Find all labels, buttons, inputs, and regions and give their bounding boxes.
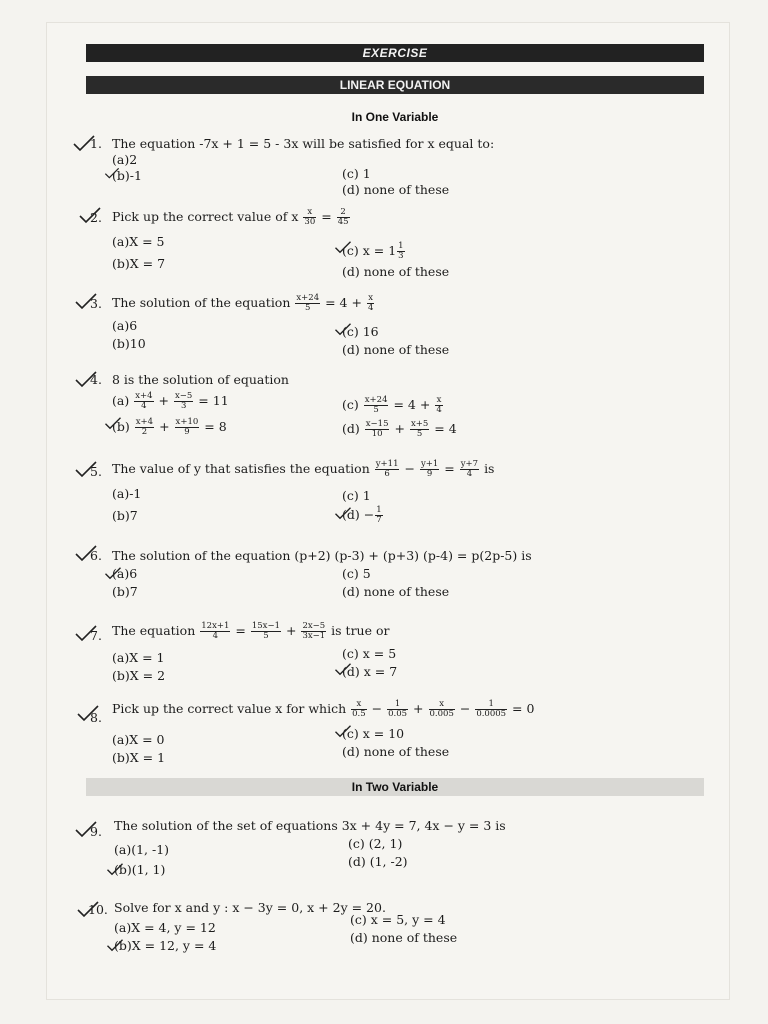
option-b: (b) $\frac{x+4}{2}$ + $\frac{x+10}{9}$ = 8 <box>112 417 227 437</box>
fraction: $\frac{x-15}{10}$ <box>365 419 389 439</box>
option-a: (a)X = 0 <box>112 732 165 747</box>
question-number: 6. <box>90 548 102 563</box>
question-text: The solution of the equation $\frac{x+24}{5}$ = 4 + $\frac{x}{4}$ <box>112 293 374 313</box>
section-two-banner <box>86 778 704 796</box>
option-b: (b)X = 2 <box>112 668 166 683</box>
fraction: $\frac{x+24}{5}$ <box>364 395 388 415</box>
fraction: $\frac{x-5}{3}$ <box>174 391 193 411</box>
option-c: (c) (2, 1) <box>348 836 403 851</box>
question-text: Solve for x and y : x − 3y = 0, x + 2y = 20. <box>114 900 386 915</box>
option-c: (c) x = 10 <box>342 726 405 741</box>
fraction: $\frac{15x-1}{5}$ <box>251 621 280 641</box>
question-number: 3. <box>90 296 102 311</box>
fraction: $\frac{x}{30}$ <box>304 207 316 227</box>
question-number: 9. <box>90 824 102 839</box>
section-two-title: In Two Variable <box>351 780 439 794</box>
option-b: (b)X = 1 <box>112 750 166 765</box>
option-c: (c) 16 <box>342 324 379 339</box>
question-text: The solution of the set of equations 3x + 4y = 7, 4x − y = 3 is <box>114 818 506 833</box>
fraction: $\frac{x}{4}$ <box>436 395 442 415</box>
question-number: 1. <box>90 136 102 151</box>
exercise-title: EXERCISE <box>362 46 428 60</box>
section-one-title: In One Variable <box>351 110 439 124</box>
fraction: $\frac{x+4}{4}$ <box>135 391 153 411</box>
question-text: The solution of the equation (p+2) (p-3) + (p+3) (p-4) = p(2p-5) is <box>112 548 532 563</box>
option-d: (d) x = 7 <box>342 664 398 679</box>
exercise-banner <box>86 44 704 62</box>
fraction: $\frac{y+11}{6}$ <box>375 459 399 479</box>
option-a: (a)-1 <box>112 486 142 501</box>
option-a: (a)X = 5 <box>112 234 165 249</box>
option-d: (d) − $\frac{1}{7}$ <box>342 505 382 525</box>
option-b: (b)X = 12, y = 4 <box>114 938 217 953</box>
option-d: (d) none of these <box>342 342 450 357</box>
fraction: $\frac{y+7}{4}$ <box>460 459 479 479</box>
option-c: (c) 1 <box>342 488 371 503</box>
question-number: 10. <box>88 902 108 917</box>
fraction: $\frac{12x+1}{4}$ <box>201 621 230 641</box>
option-c: (c) 5 <box>342 566 371 581</box>
option-c: (c) 1 <box>342 166 371 181</box>
option-b: (b)10 <box>112 336 146 351</box>
option-c: (c) $\frac{x+24}{5}$ = 4 + $\frac{x}{4}$ <box>342 395 442 415</box>
topic-banner <box>86 76 704 94</box>
option-b: (b)-1 <box>112 168 142 183</box>
fraction: $\frac{x+10}{9}$ <box>175 417 199 437</box>
option-b: (b)X = 7 <box>112 256 166 271</box>
question-number: 7. <box>90 628 102 643</box>
option-a: (a)2 <box>112 152 138 167</box>
option-a: (a)X = 4, y = 12 <box>114 920 216 935</box>
option-a: (a)6 <box>112 318 138 333</box>
fraction: $\frac{1}{3}$ <box>398 241 404 261</box>
option-c: (c) x = 5, y = 4 <box>350 912 446 927</box>
fraction: $\frac{x}{4}$ <box>367 293 374 313</box>
option-a: (a)X = 1 <box>112 650 165 665</box>
option-b: (b)7 <box>112 508 138 523</box>
option-c: (c) x = 5 <box>342 646 397 661</box>
option-a: (a)(1, -1) <box>114 842 170 857</box>
question-text: Pick up the correct value of x $\frac{x}{30}$ = $\frac{2}{45}$ <box>112 207 349 227</box>
fraction: $\frac{x+4}{2}$ <box>135 417 154 437</box>
question-text: The value of y that satisfies the equation $\frac{y+11}{6}$ − $\frac{y+1}{9}$ = $\frac{y+7}{4}$ is <box>112 459 495 479</box>
option-b: (b)(1, 1) <box>114 862 166 877</box>
fraction: $\frac{1}{0.05}$ <box>388 699 408 719</box>
option-d: (d) none of these <box>342 264 450 279</box>
fraction: $\frac{x+24}{5}$ <box>296 293 320 313</box>
fraction: $\frac{x}{0.005}$ <box>429 699 454 719</box>
fraction: $\frac{y+1}{9}$ <box>420 459 439 479</box>
fraction: $\frac{1}{7}$ <box>376 505 382 525</box>
fraction: $\frac{2x-5}{3x-1}$ <box>302 621 326 641</box>
option-d: (d) none of these <box>350 930 458 945</box>
question-number: 5. <box>90 464 102 479</box>
fraction: $\frac{x+5}{5}$ <box>410 419 429 439</box>
option-d: (d) none of these <box>342 744 450 759</box>
option-d: (d) none of these <box>342 584 450 599</box>
question-number: 2. <box>90 210 102 225</box>
question-text: The equation $\frac{12x+1}{4}$ = $\frac{15x-1}{5}$ + $\frac{2x-5}{3x-1}$ is true or <box>112 621 390 641</box>
option-d: (d) (1, -2) <box>348 854 408 869</box>
question-text: Pick up the correct value x for which $\frac{x}{0.5}$ − $\frac{1}{0.05}$ + $\frac{x}{0.005}$ − $\frac{1}{0.0005}$ = 0 <box>112 699 535 719</box>
question-number: 8. <box>90 710 102 725</box>
option-d: (d) none of these <box>342 182 450 197</box>
option-a: (a) $\frac{x+4}{4}$ + $\frac{x-5}{3}$ = 11 <box>112 391 229 411</box>
question-number: 4. <box>90 372 102 387</box>
fraction: $\frac{2}{45}$ <box>337 207 349 227</box>
question-text: 8 is the solution of equation <box>112 372 289 387</box>
option-a: (a)6 <box>112 566 138 581</box>
fraction: $\frac{x}{0.5}$ <box>352 699 366 719</box>
question-text: The equation -7x + 1 = 5 - 3x will be satisfied for x equal to: <box>112 136 495 151</box>
option-d: (d) $\frac{x-15}{10}$ + $\frac{x+5}{5}$ = 4 <box>342 419 457 439</box>
option-c: (c) x = 1 $\frac{1}{3}$ <box>342 241 404 261</box>
topic-title: LINEAR EQUATION <box>339 78 451 92</box>
section-one-banner <box>86 108 704 126</box>
fraction: $\frac{1}{0.0005}$ <box>476 699 507 719</box>
option-b: (b)7 <box>112 584 138 599</box>
